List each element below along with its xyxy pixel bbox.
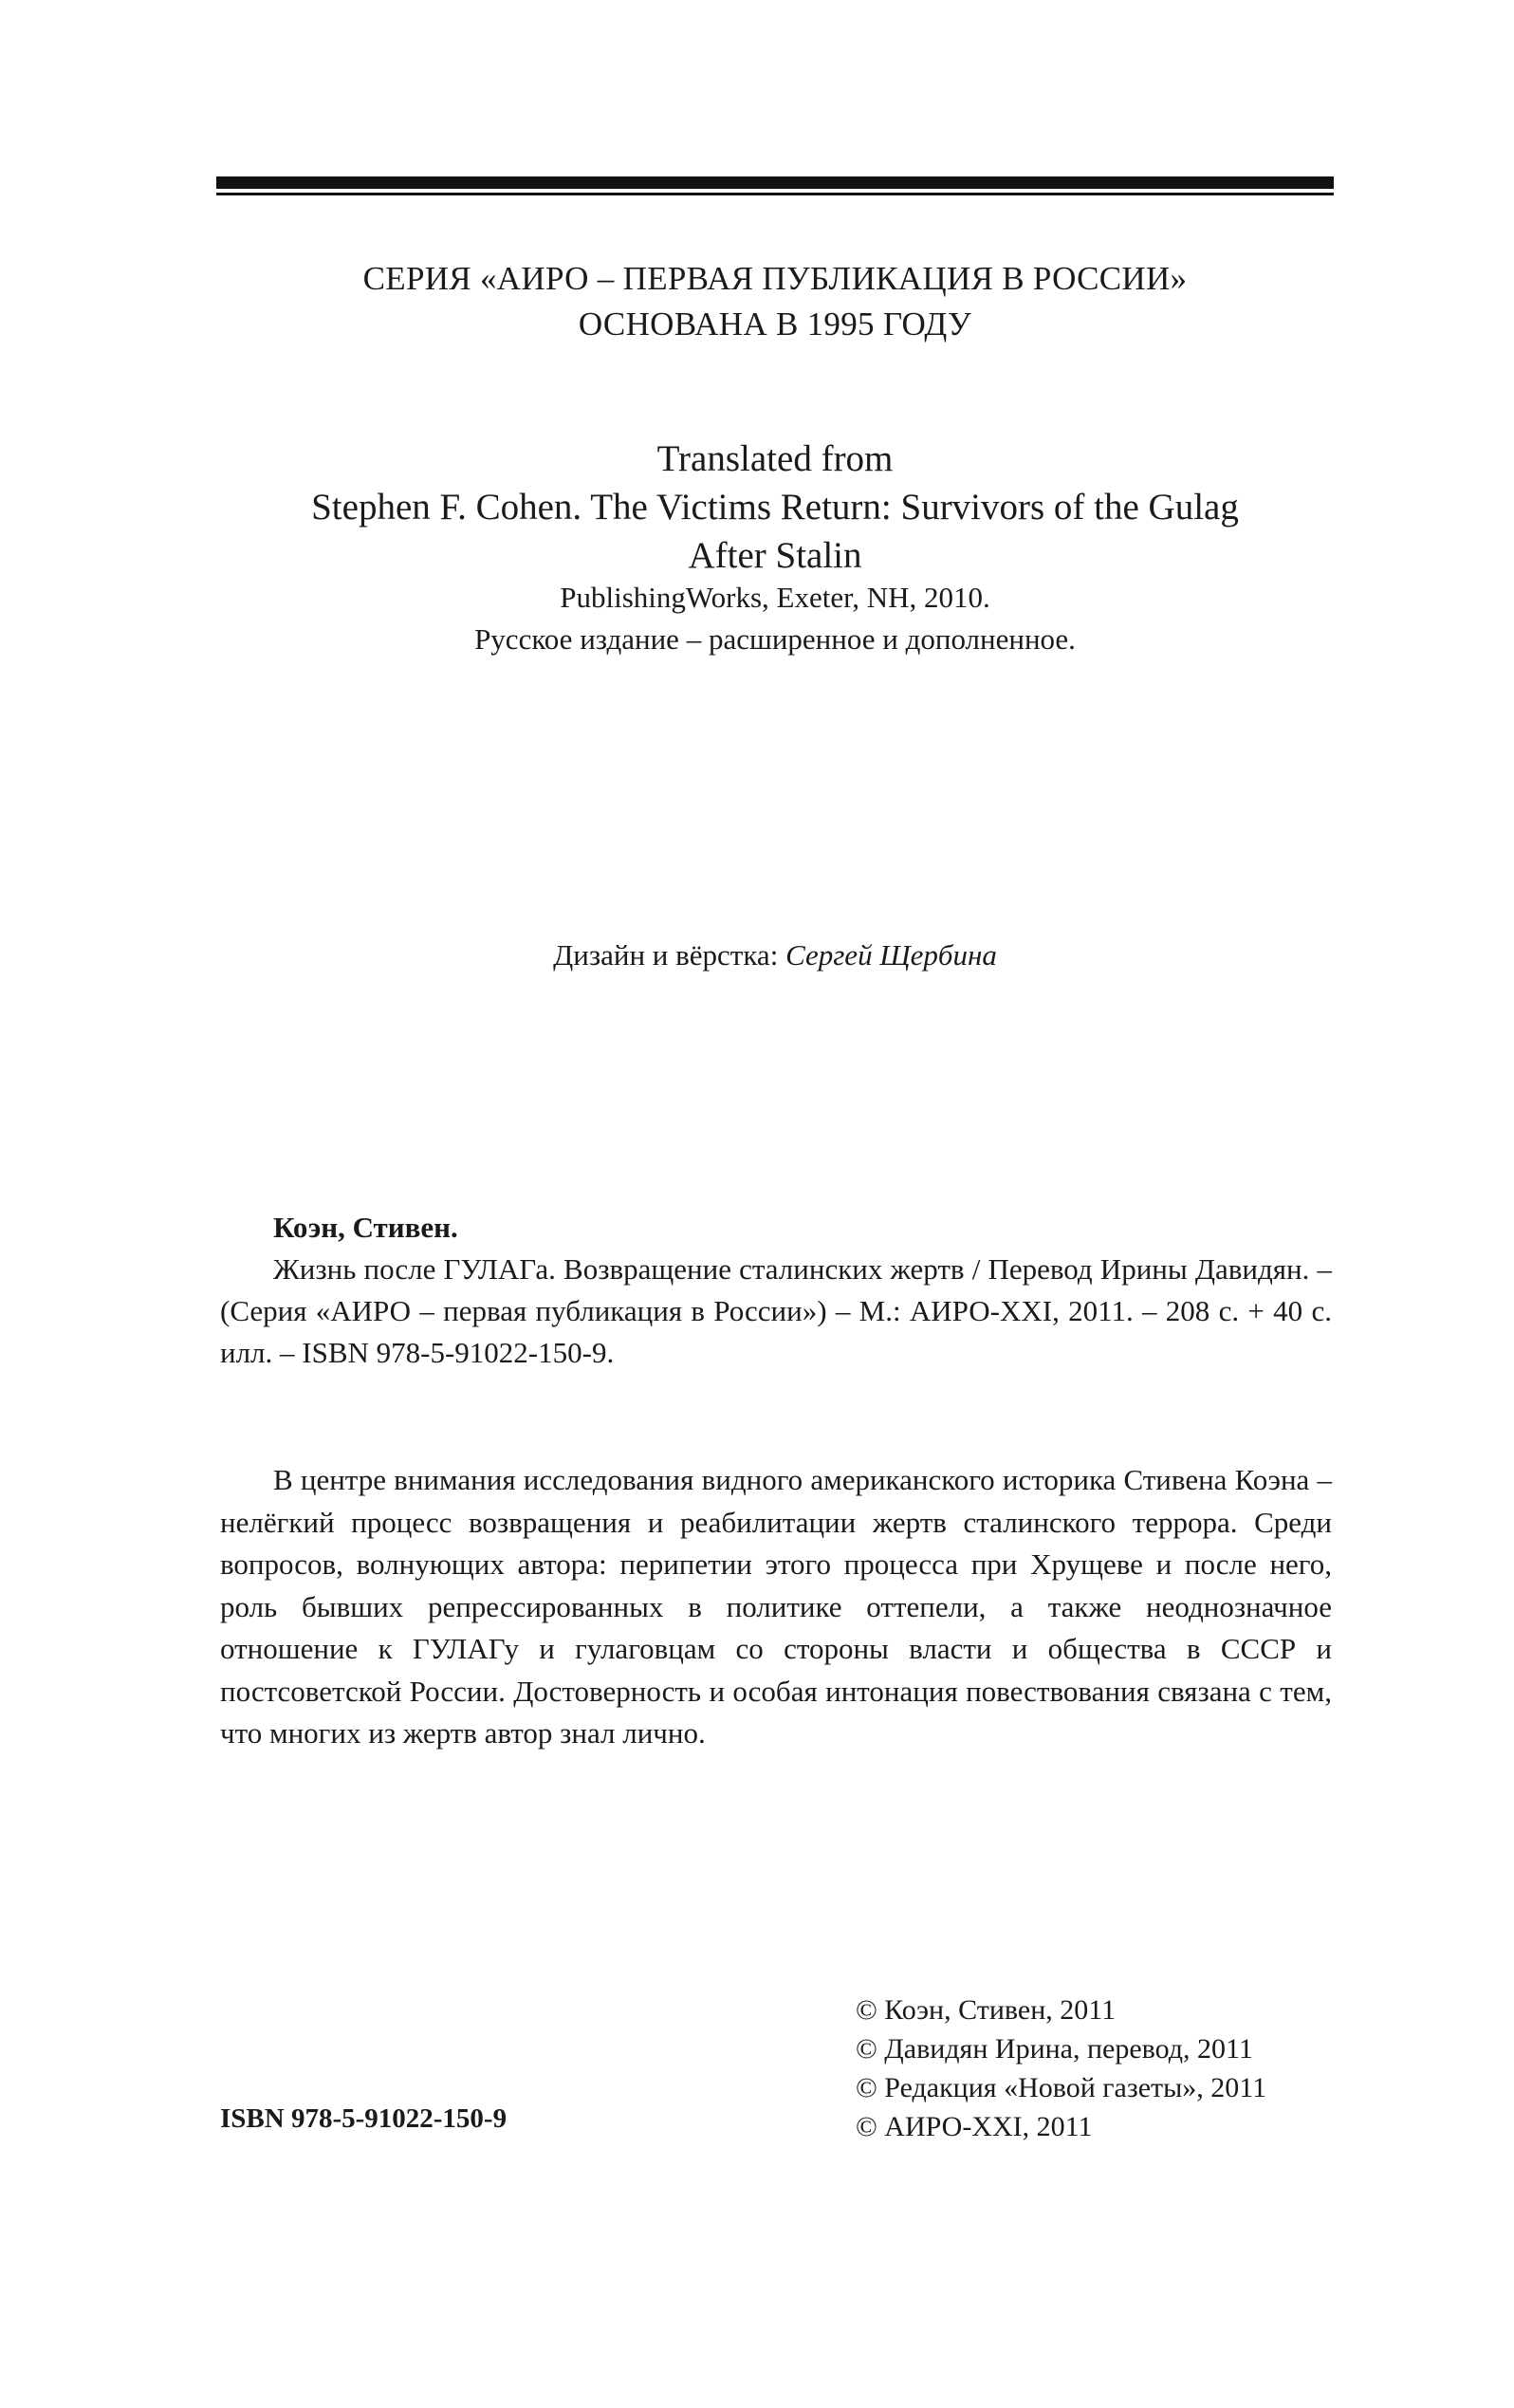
copyright-list — [856, 1991, 1330, 2146]
abstract-paragraph: В центре внимания исследования видного американского историка Стивена Коэна – нелёгкий процесс возвращения и реабилитации жертв сталинского террора. Среди вопросов, волнующих автора: перипетии этого процесса при Хрущеве и после него, роль бывших репрессированных в политике оттепели, а также неоднозначное отношение к ГУЛАГу и гулаговцам со стороны власти и общества в СССР и постсоветской России. Достоверность и особая интонация повествования связана с тем, что многих из жертв автор знал лично. — [220, 1463, 1332, 1750]
copyright-line: © АИРО-XXI, 2011 — [856, 2111, 1093, 2142]
copyright-line: © Коэн, Стивен, 2011 — [856, 1994, 1117, 2026]
original-title-line-1: Stephen F. Cohen. The Victims Return: Survivors of the Gulag — [311, 487, 1239, 528]
copyright-line: © Редакция «Новой газеты», 2011 — [856, 2072, 1267, 2103]
series-line-1: СЕРИЯ «АИРО – ПЕРВАЯ ПУБЛИКАЦИЯ В РОССИИ» — [362, 260, 1188, 297]
top-rule-thick — [216, 176, 1334, 189]
bibliographic-record — [220, 1207, 1332, 1374]
bib-description: Жизнь после ГУЛАГа. Возвращение сталинских жертв / Перевод Ирины Давидян. – (Серия «АИРО – первая публикация в России») – М.: АИРО-XXI, 2011. – 208 с. + 40 с. илл. – ISBN 978-5-91022-150-9. — [220, 1252, 1332, 1369]
copyright-line: © Давидян Ирина, перевод, 2011 — [856, 2033, 1253, 2065]
original-title-block — [216, 435, 1334, 580]
series-line-2: ОСНОВАНА В 1995 ГОДУ — [578, 306, 972, 343]
bib-author: Коэн, Стивен. — [273, 1211, 458, 1244]
translated-from: Translated from — [656, 438, 894, 479]
series-heading — [216, 256, 1334, 347]
design-credit — [216, 935, 1334, 976]
designer-name: Сергей Щербина — [785, 938, 997, 972]
isbn: ISBN 978-5-91022-150-9 — [220, 2103, 508, 2134]
design-label: Дизайн и вёрстка: — [553, 938, 779, 972]
edition-note: Русское издание – расширенное и дополненное. — [474, 622, 1076, 656]
original-publisher-block — [216, 577, 1334, 660]
original-title-line-2: After Stalin — [688, 535, 862, 576]
original-publisher: PublishingWorks, Exeter, NH, 2010. — [560, 581, 990, 614]
top-rule-thin — [216, 193, 1334, 195]
